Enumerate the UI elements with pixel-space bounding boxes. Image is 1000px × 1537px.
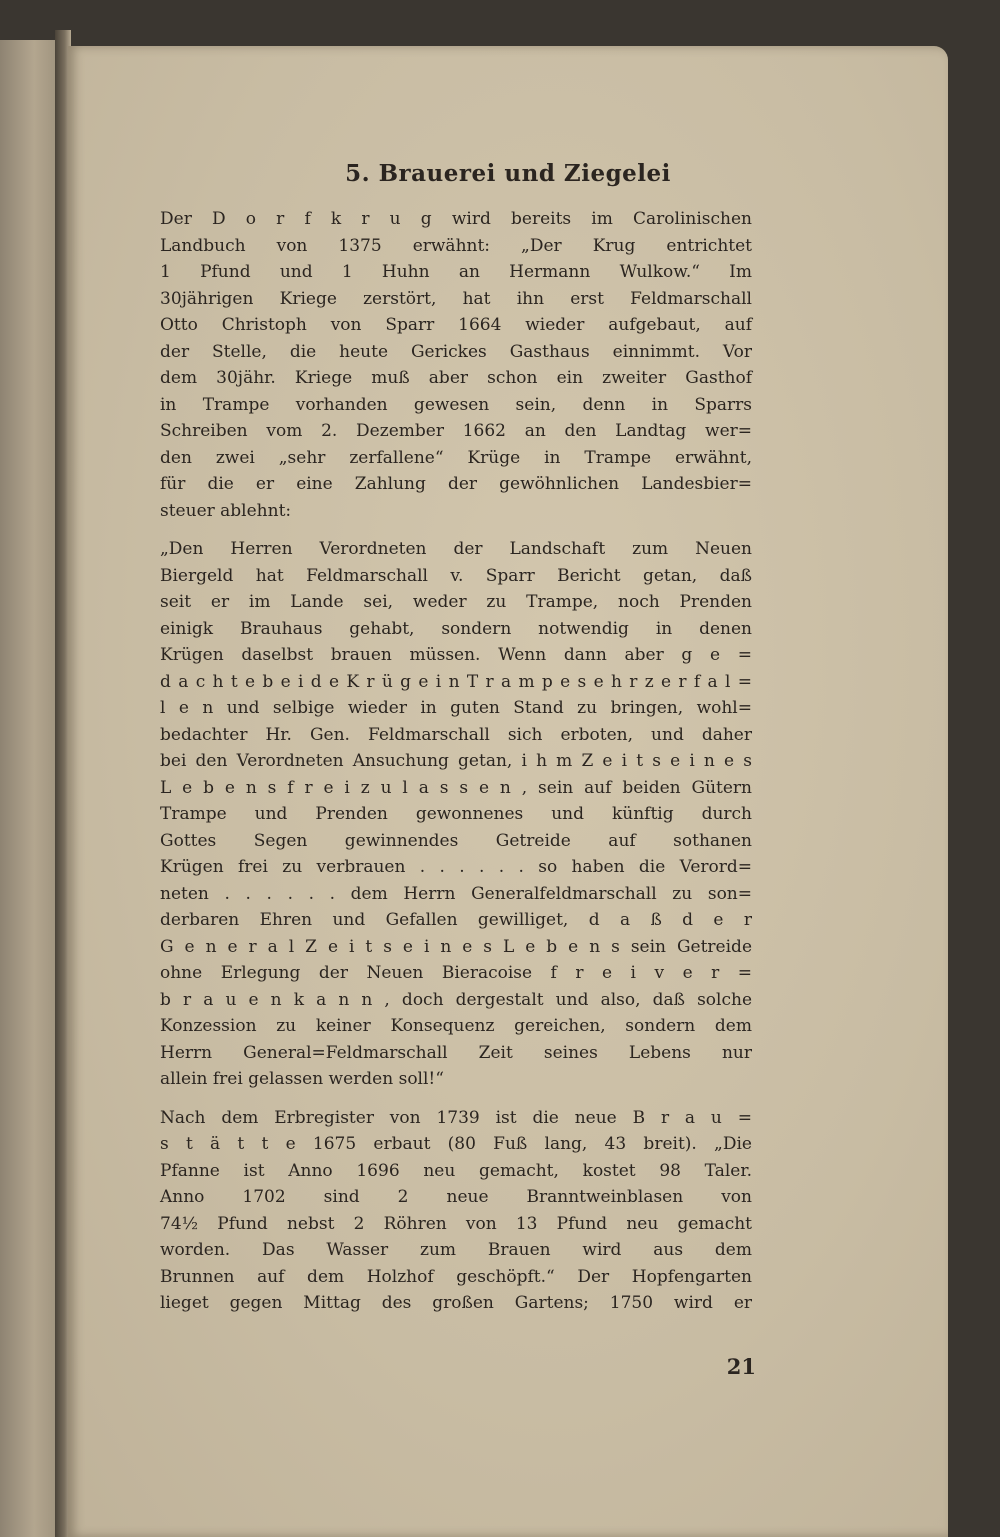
text-line: einigk Brauhaus gehabt, sondern notwendig in denen <box>160 618 752 639</box>
text-line: bei den Verordneten Ansuchung getan, i h m Z e i t s e i n e s <box>160 751 752 771</box>
text-line: Brunnen auf dem Holzhof geschöpft.“ Der Hopfengarten <box>160 1266 752 1287</box>
body-text <box>160 206 752 1317</box>
text-line: derbaren Ehren und Gefallen gewilliget, d a ß d e r <box>160 910 752 930</box>
text-line: 1 Pfund und 1 Huhn an Hermann Wulkow.“ Im <box>160 262 752 282</box>
text-line: Gottes Segen gewinnendes Getreide auf sothanen <box>160 830 752 851</box>
text-line: steuer ablehnt: <box>160 500 292 521</box>
text-line: bedachter Hr. Gen. Feldmarschall sich erboten, und daher <box>160 724 752 745</box>
text-line: s t ä t t e 1675 erbaut (80 Fuß lang, 43 breit). „Die <box>160 1134 752 1154</box>
text-line: Krügen daselbst brauen müssen. Wenn dann aber g e = <box>160 645 752 665</box>
text-line: Anno 1702 sind 2 neue Branntweinblasen von <box>160 1187 752 1207</box>
text-line: Konzession zu keiner Konsequenz gereichen, sondern dem <box>160 1016 752 1036</box>
text-line: lieget gegen Mittag des großen Gartens; 1750 wird er <box>160 1293 752 1313</box>
paragraph-gap <box>160 1093 752 1105</box>
text-line: Pfanne ist Anno 1696 neu gemacht, kostet 98 Taler. <box>160 1160 752 1181</box>
paragraph-gap <box>160 524 752 536</box>
text-line: Nach dem Erbregister von 1739 ist die neue B r a u = <box>160 1107 752 1128</box>
text-line: Otto Christoph von Sparr 1664 wieder aufgebaut, auf <box>160 315 752 335</box>
text-line: ohne Erlegung der Neuen Bieracoise f r e i v e r = <box>160 963 752 983</box>
paragraph-dorfkrug <box>160 206 752 524</box>
section-heading: 5. Brauerei und Ziegelei <box>345 160 671 187</box>
text-line: allein frei gelassen werden soll!“ <box>160 1069 444 1089</box>
text-line: Landbuch von 1375 erwähnt: „Der Krug entrichtet <box>160 235 752 256</box>
facing-page-edge <box>0 40 62 1537</box>
paragraph-braustaette <box>160 1105 752 1317</box>
text-line: d a c h t e b e i d e K r ü g e i n T r a m p e s e h r z e r f a l = <box>160 671 752 692</box>
text-line: L e b e n s f r e i z u l a s s e n , sein auf beiden Gütern <box>160 777 752 798</box>
page-number: 21 <box>726 1354 756 1379</box>
paragraph-quotation <box>160 536 752 1093</box>
text-line: „Den Herren Verordneten der Landschaft zum Neuen <box>160 539 752 559</box>
text-line: dem 30jähr. Kriege muß aber schon ein zweiter Gasthof <box>160 368 752 388</box>
text-line: den zwei „sehr zerfallene“ Krüge in Trampe erwähnt, <box>160 447 752 468</box>
text-line: in Trampe vorhanden gewesen sein, denn in Sparrs <box>160 394 752 415</box>
text-line: für die er eine Zahlung der gewöhnlichen Landesbier= <box>160 474 752 494</box>
text-line: Biergeld hat Feldmarschall v. Sparr Bericht getan, daß <box>160 565 752 586</box>
text-line: neten . . . . . . dem Herrn Generalfeldmarschall zu son= <box>160 883 752 904</box>
text-line: worden. Das Wasser zum Brauen wird aus dem <box>160 1240 752 1260</box>
text-line: G e n e r a l Z e i t s e i n e s L e b e n s sein Getreide <box>160 936 752 957</box>
text-line: seit er im Lande sei, weder zu Trampe, noch Prenden <box>160 592 752 612</box>
text-line: der Stelle, die heute Gerickes Gasthaus einnimmt. Vor <box>160 341 752 362</box>
text-line: Schreiben vom 2. Dezember 1662 an den Landtag wer= <box>160 421 752 441</box>
text-line: 74½ Pfund nebst 2 Röhren von 13 Pfund neu gemacht <box>160 1213 752 1234</box>
text-line: Herrn General=Feldmarschall Zeit seines Lebens nur <box>160 1042 752 1063</box>
text-line: Trampe und Prenden gewonnenes und künftig durch <box>160 804 752 824</box>
text-line: Krügen frei zu verbrauen . . . . . . so haben die Verord= <box>160 857 752 877</box>
text-line: b r a u e n k a n n , doch dergestalt und also, daß solche <box>160 989 752 1010</box>
text-line: 30jährigen Kriege zerstört, hat ihn erst Feldmarschall <box>160 288 752 309</box>
text-line: l e n und selbige wieder in guten Stand zu bringen, wohl= <box>160 698 752 718</box>
book-page <box>68 46 948 1537</box>
text-line: Der D o r f k r u g wird bereits im Carolinischen <box>160 209 752 229</box>
